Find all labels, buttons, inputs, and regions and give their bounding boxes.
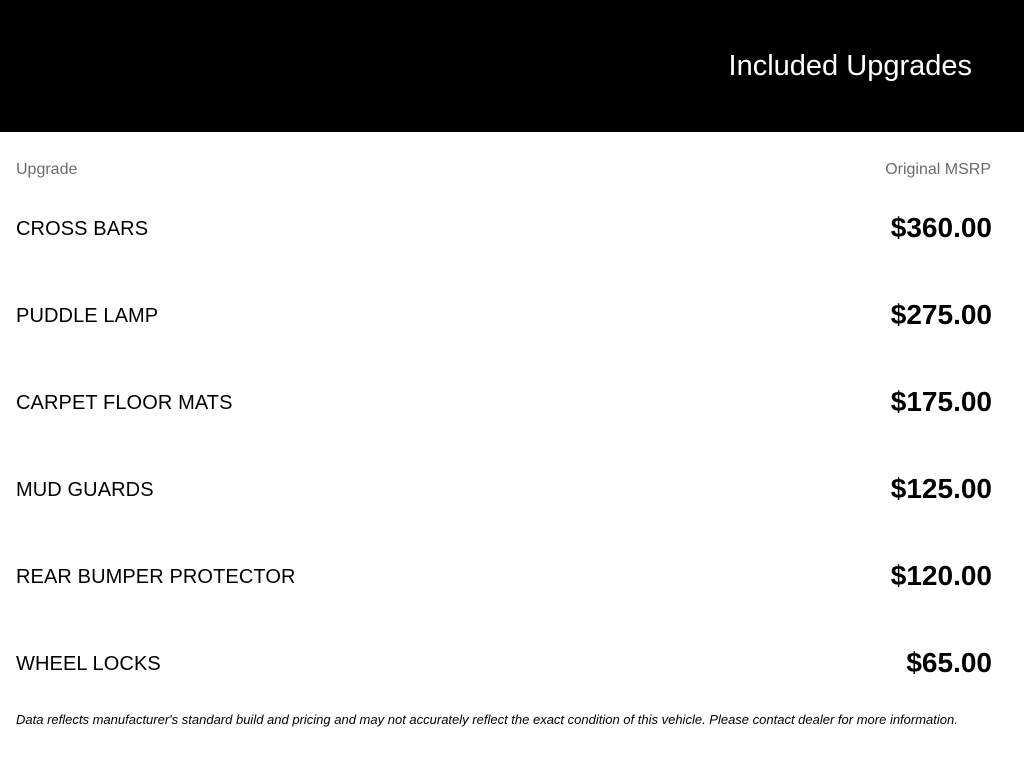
upgrade-price: $120.00 (890, 560, 992, 591)
upgrade-price: $175.00 (890, 386, 992, 417)
upgrade-name: MUD GUARDS (16, 479, 154, 501)
column-header-upgrade: Upgrade (16, 161, 78, 178)
column-header-msrp: Original MSRP (885, 161, 991, 178)
upgrade-price: $360.00 (890, 212, 992, 243)
upgrade-name: CROSS BARS (16, 218, 149, 240)
upgrade-name: CARPET FLOOR MATS (16, 392, 233, 414)
upgrade-row (0, 382, 1024, 422)
upgrade-name: WHEEL LOCKS (16, 653, 161, 675)
upgrade-row (0, 556, 1024, 596)
upgrade-name: PUDDLE LAMP (16, 305, 159, 327)
upgrade-price: $125.00 (890, 473, 992, 504)
upgrade-row (0, 643, 1024, 683)
disclaimer-text: Data reflects manufacturer's standard build and pricing and may not accurately reflect the exact condition of this vehicle. Please contact dealer for more information. (16, 712, 958, 727)
upgrade-price: $65.00 (906, 647, 992, 678)
header-banner (0, 0, 1024, 132)
upgrade-name: REAR BUMPER PROTECTOR (16, 566, 296, 588)
upgrade-row (0, 295, 1024, 335)
page-title: Included Upgrades (728, 50, 972, 82)
upgrade-row (0, 469, 1024, 509)
upgrade-price: $275.00 (890, 299, 992, 330)
upgrade-row (0, 208, 1024, 248)
